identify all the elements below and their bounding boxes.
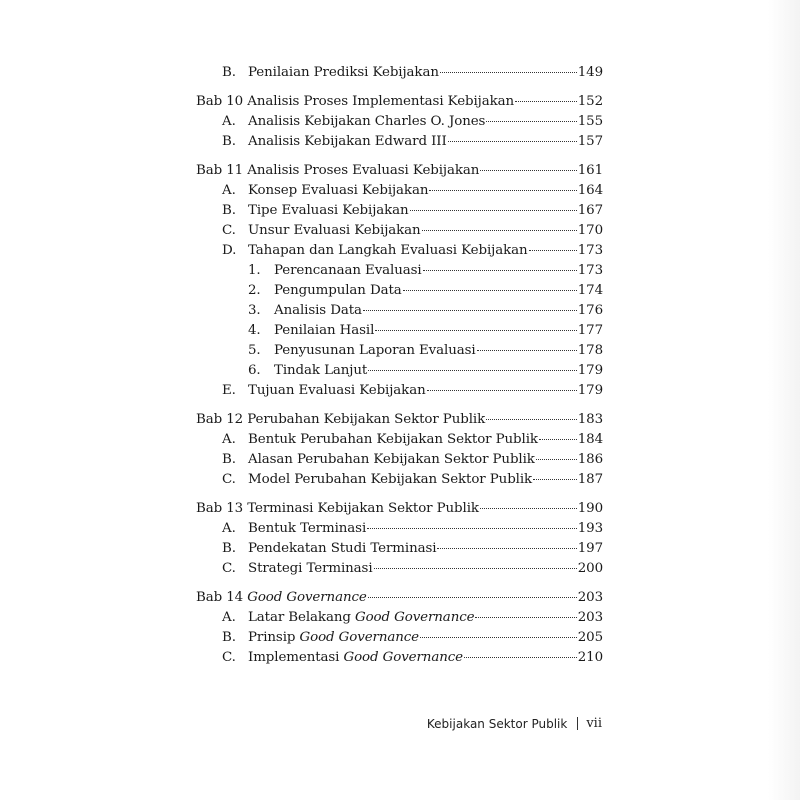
- toc-entry-title: [248, 63, 439, 83]
- toc-entry-page: 193: [577, 521, 603, 536]
- toc-entry-title-text: Bentuk Perubahan Kebijakan Sektor Publik: [248, 432, 538, 447]
- toc-entry-title-text: Analisis Kebijakan Edward III: [248, 134, 447, 149]
- toc-entry-number: C.: [222, 223, 236, 238]
- page-footer: [427, 716, 602, 731]
- toc-entry: [196, 628, 603, 648]
- toc-entry-title-text: Analisis Data: [274, 303, 362, 318]
- toc-entry-page: 203: [577, 590, 603, 605]
- toc-entry-title-italic: Good Governance: [343, 650, 463, 665]
- toc-entry-title-text: Tahapan dan Langkah Evaluasi Kebijakan: [248, 243, 528, 258]
- dot-leader: [429, 190, 576, 191]
- toc-entry-title-text: Analisis Kebijakan Charles O. Jones: [248, 114, 486, 129]
- dot-leader: [363, 310, 577, 311]
- toc-entry-title: [196, 499, 479, 519]
- toc-entry-title: [248, 112, 485, 132]
- toc-entry-title: [248, 381, 426, 401]
- toc-entry-title-text: Unsur Evaluasi Kebijakan: [248, 223, 421, 238]
- toc-entry-number: 4.: [248, 323, 261, 338]
- toc-entry-number: 1.: [248, 263, 261, 278]
- toc-entry-title-text: Pendekatan Studi Terminasi: [248, 541, 437, 556]
- toc-entry-title-text: Bab 13 Terminasi Kebijakan Sektor Publik: [196, 501, 479, 516]
- toc-chapter-entry: [196, 588, 603, 608]
- toc-entry-page: 177: [577, 323, 603, 338]
- toc-entry-page: 200: [577, 561, 603, 576]
- dot-leader: [480, 508, 577, 509]
- toc-entry-page: 173: [577, 263, 603, 278]
- toc-entry: [196, 539, 603, 559]
- toc-entry-number: 2.: [248, 283, 261, 298]
- toc-entry-title-text: Prinsip: [248, 630, 300, 645]
- toc-entry: [196, 361, 603, 381]
- dot-leader: [423, 270, 577, 271]
- dot-leader: [486, 121, 576, 122]
- toc-entry-page: 210: [577, 650, 603, 665]
- toc-entry-title: [248, 241, 528, 261]
- toc-entry-number: B.: [222, 541, 236, 556]
- toc-chapter-entry: [196, 499, 603, 519]
- toc-entry-page: 173: [577, 243, 603, 258]
- toc-entry: [196, 132, 603, 152]
- dot-leader: [440, 72, 577, 73]
- toc-entry-page: 149: [577, 65, 603, 80]
- dot-leader: [536, 459, 577, 460]
- toc-entry-title: [248, 221, 421, 241]
- toc-entry-number: 6.: [248, 363, 261, 378]
- toc-entry-title-text: Alasan Perubahan Kebijakan Sektor Publik: [248, 452, 535, 467]
- toc-entry-title-text: Tipe Evaluasi Kebijakan: [248, 203, 409, 218]
- toc-entry-page: 183: [577, 412, 603, 427]
- toc-entry-title-text: Strategi Terminasi: [248, 561, 373, 576]
- dot-leader: [403, 290, 577, 291]
- dot-leader: [477, 350, 577, 351]
- toc-entry: [196, 470, 603, 490]
- dot-leader: [367, 528, 577, 529]
- toc-entry-title: [248, 559, 373, 579]
- dot-leader: [480, 170, 576, 171]
- toc-entry-page: 179: [577, 363, 603, 378]
- toc-entry-number: B.: [222, 203, 236, 218]
- toc-entry: [196, 341, 603, 361]
- toc-entry-page: 186: [577, 452, 603, 467]
- toc-entry-title-text: Bab 12 Perubahan Kebijakan Sektor Publik: [196, 412, 486, 427]
- toc-entry-number: C.: [222, 472, 236, 487]
- toc-entry: [196, 559, 603, 579]
- toc-entry-page: 164: [577, 183, 603, 198]
- dot-leader: [539, 439, 577, 440]
- toc-entry: [196, 430, 603, 450]
- running-title: Kebijakan Sektor Publik: [426, 716, 568, 731]
- toc-entry-title: [248, 450, 535, 470]
- toc-entry-title-text: Konsep Evaluasi Kebijakan: [248, 183, 429, 198]
- toc-entry-title: [248, 132, 447, 152]
- toc-entry-title: [196, 410, 485, 430]
- toc-entry-number: E.: [222, 383, 236, 398]
- toc-entry-page: 184: [577, 432, 603, 447]
- toc-entry-page: 157: [577, 134, 603, 149]
- toc-entry: [196, 112, 603, 132]
- toc-entry: [196, 261, 603, 281]
- toc-entry: [196, 63, 603, 83]
- toc-entry-title-text: Penilaian Prediksi Kebijakan: [248, 65, 439, 80]
- dot-leader: [515, 101, 577, 102]
- toc-entry-number: C.: [222, 650, 236, 665]
- footer-divider: [577, 717, 578, 730]
- toc-entry-title: [274, 341, 476, 361]
- dot-leader: [475, 617, 576, 618]
- toc-entry-page: 187: [577, 472, 603, 487]
- toc-entry-title-text: Penyusunan Laporan Evaluasi: [274, 343, 476, 358]
- dot-leader: [375, 330, 576, 331]
- toc-entry-number: B.: [222, 134, 236, 149]
- toc-entry: [196, 281, 603, 301]
- toc-chapter-entry: [196, 161, 603, 181]
- toc-entry-title: [248, 430, 538, 450]
- dot-leader: [420, 637, 577, 638]
- toc-entry: [196, 241, 603, 261]
- toc-entry-title-text: Bab 11 Analisis Proses Evaluasi Kebijakan: [196, 163, 480, 178]
- toc-entry-page: 155: [577, 114, 603, 129]
- toc-entry-title-italic: Good Governance: [247, 590, 367, 605]
- toc-entry-number: A.: [222, 183, 236, 198]
- dot-leader: [533, 479, 577, 480]
- toc-entry: [196, 519, 603, 539]
- toc-entry-title: [248, 628, 419, 648]
- toc-entry-page: 152: [577, 94, 603, 109]
- dot-leader: [374, 568, 577, 569]
- toc-entry-title-text: Penilaian Hasil: [274, 323, 375, 338]
- toc-entry-number: D.: [222, 243, 237, 258]
- toc-entry-title-text: Implementasi: [248, 650, 344, 665]
- toc-entry-number: B.: [222, 630, 236, 645]
- toc-entry: [196, 221, 603, 241]
- toc-entry-title: [196, 161, 479, 181]
- page-number: vii: [586, 716, 602, 731]
- toc-entry-number: A.: [222, 521, 236, 536]
- toc-entry-page: 170: [577, 223, 603, 238]
- toc-entry-title-text: Tujuan Evaluasi Kebijakan: [248, 383, 426, 398]
- toc-entry-title: [274, 281, 402, 301]
- toc-entry-number: 3.: [248, 303, 261, 318]
- toc-entry-number: A.: [222, 432, 236, 447]
- toc-entry-title: [248, 539, 436, 559]
- toc-entry: [196, 381, 603, 401]
- toc-entry-title-text: Bentuk Terminasi: [248, 521, 367, 536]
- dot-leader: [410, 210, 577, 211]
- toc-entry-page: 203: [577, 610, 603, 625]
- toc-entry-title: [274, 301, 362, 321]
- dot-leader: [368, 597, 577, 598]
- dot-leader: [368, 370, 577, 371]
- toc-entry-number: B.: [222, 65, 236, 80]
- toc-entry: [196, 321, 603, 341]
- toc-entry-title-text: Bab 14: [196, 590, 248, 605]
- toc-entry: [196, 181, 603, 201]
- dot-leader: [437, 548, 576, 549]
- toc-entry-title-text: Model Perubahan Kebijakan Sektor Publik: [248, 472, 533, 487]
- toc-entry-title-text: Latar Belakang: [248, 610, 355, 625]
- toc-entry-title: [248, 201, 409, 221]
- toc-entry-title: [196, 588, 367, 608]
- toc-entry: [196, 301, 603, 321]
- toc-entry-number: A.: [222, 610, 236, 625]
- toc-entry-page: 176: [577, 303, 603, 318]
- toc-entry: [196, 201, 603, 221]
- toc-entry-title: [196, 92, 514, 112]
- dot-leader: [529, 250, 577, 251]
- toc-entry-title-text: Pengumpulan Data: [274, 283, 402, 298]
- toc-entry-page: 174: [577, 283, 603, 298]
- toc-entry: [196, 450, 603, 470]
- toc-entry-title-italic: Good Governance: [299, 630, 419, 645]
- toc-entry-title: [248, 470, 532, 490]
- toc-entry-title: [274, 261, 422, 281]
- toc-chapter-entry: [196, 92, 603, 112]
- dot-leader: [486, 419, 577, 420]
- dot-leader: [427, 390, 577, 391]
- toc-entry-title: [248, 648, 463, 668]
- dot-leader: [422, 230, 577, 231]
- toc-entry: [196, 608, 603, 628]
- toc-chapter-entry: [196, 410, 603, 430]
- toc-entry-page: 178: [577, 343, 603, 358]
- toc-entry-title: [248, 519, 366, 539]
- dot-leader: [464, 657, 577, 658]
- toc-entry-page: 167: [577, 203, 603, 218]
- toc-entry-title: [274, 321, 374, 341]
- toc-entry-page: 179: [577, 383, 603, 398]
- toc-entry-title-text: Tindak Lanjut: [274, 363, 368, 378]
- toc-entry-number: 5.: [248, 343, 261, 358]
- toc-entry-page: 190: [577, 501, 603, 516]
- toc-entry-title: [248, 608, 474, 628]
- toc-entry-number: A.: [222, 114, 236, 129]
- toc-entry-number: B.: [222, 452, 236, 467]
- toc-entry: [196, 648, 603, 668]
- toc-entry-title-italic: Good Governance: [354, 610, 475, 625]
- dot-leader: [448, 141, 577, 142]
- toc-entry-number: C.: [222, 561, 236, 576]
- toc-entry-title: [248, 181, 428, 201]
- toc-entry-title: [274, 361, 367, 381]
- toc-entry-page: 197: [577, 541, 603, 556]
- toc-entry-page: 161: [577, 163, 603, 178]
- toc-entry-page: 205: [577, 630, 603, 645]
- toc-entry-title-text: Bab 10 Analisis Proses Implementasi Kebijakan: [196, 94, 515, 109]
- table-of-contents: [196, 63, 603, 668]
- toc-entry-title-text: Perencanaan Evaluasi: [274, 263, 422, 278]
